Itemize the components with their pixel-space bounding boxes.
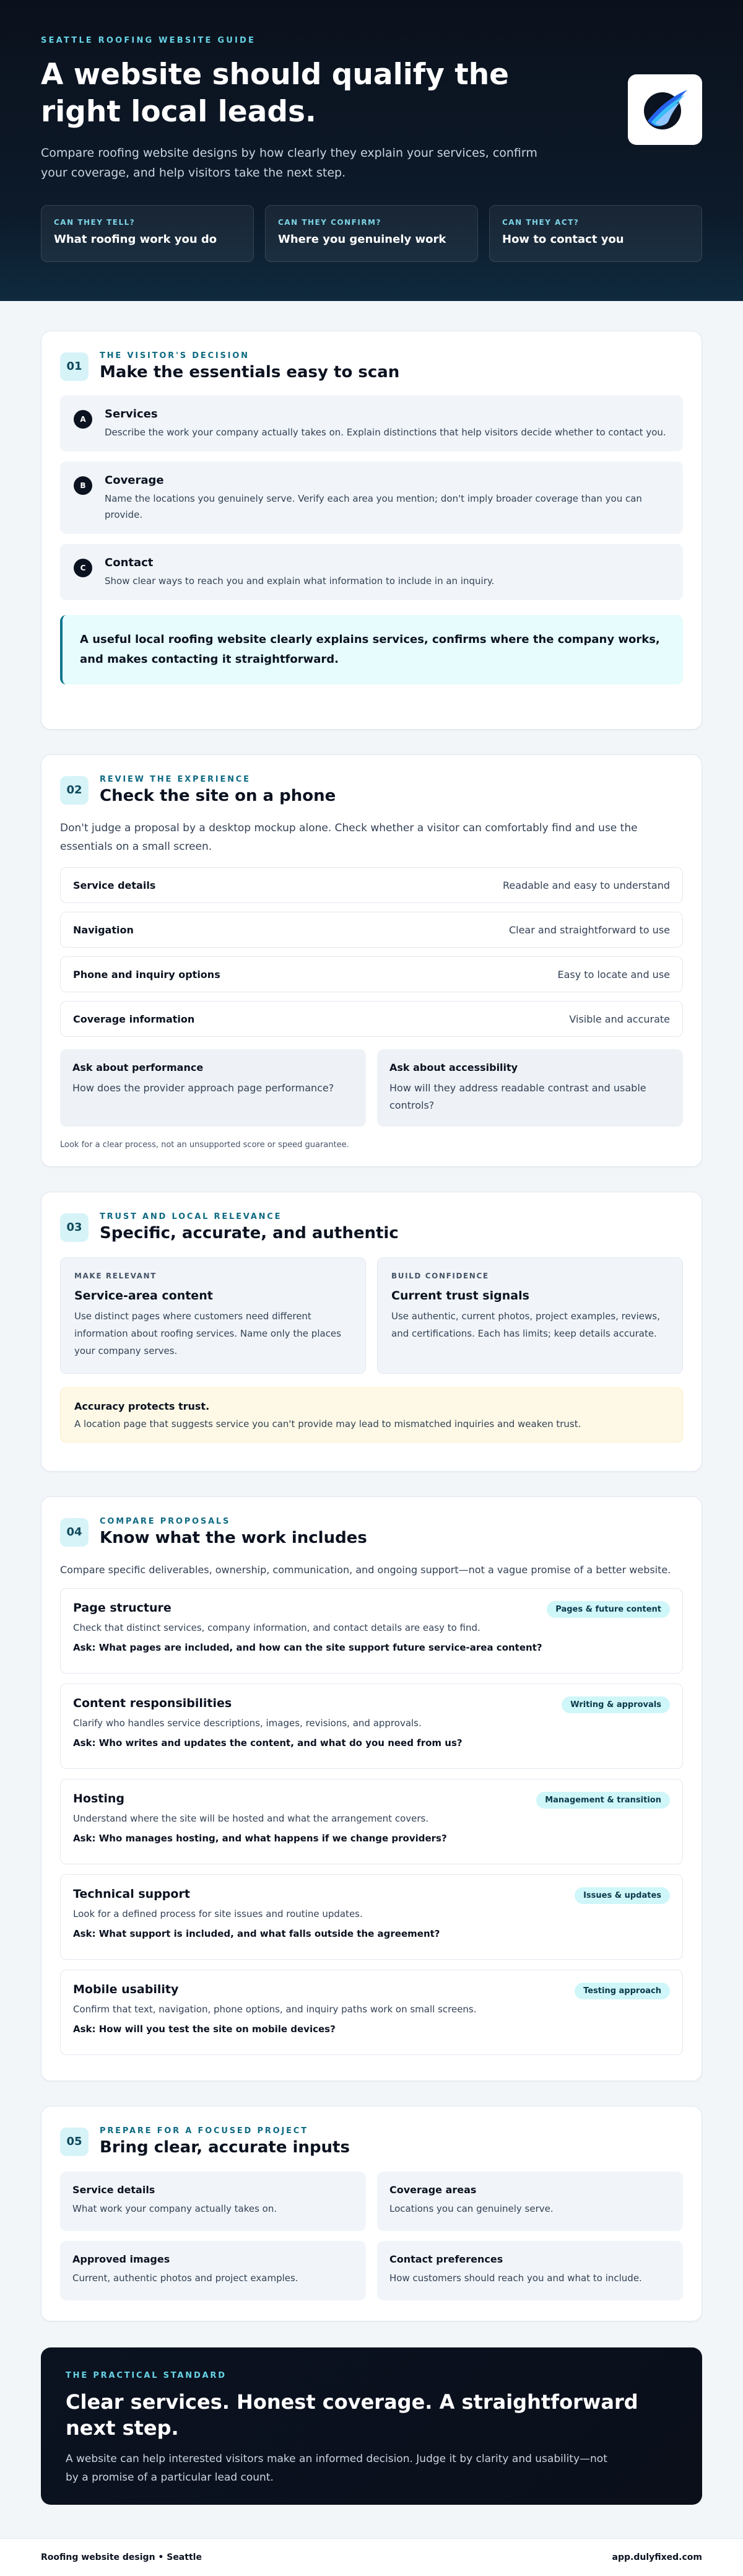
- hero-card: [489, 205, 702, 262]
- trust-card-key: BUILD CONFIDENCE: [391, 1272, 489, 1280]
- item-badge: B: [74, 476, 92, 495]
- section-inputs: [41, 2106, 702, 2321]
- key-takeaway-callout: A useful local roofing website clearly explains services, confirms where the company works, and makes contacting it straightforward.: [60, 615, 683, 684]
- hero-card-key: CAN THEY ACT?: [502, 218, 580, 227]
- hero-subtitle: Compare roofing website designs by how clearly they explain your services, confirm your coverage, and help visitors take the next step.: [41, 146, 537, 180]
- row-value: Visible and accurate: [569, 1013, 670, 1025]
- trust-cards: [60, 1257, 683, 1374]
- input-card-title: Approved images: [72, 2253, 170, 2265]
- proposal-question: Ask: What support is included, and what falls outside the agreement?: [73, 1928, 440, 1939]
- hero-card-key: CAN THEY TELL?: [54, 218, 136, 227]
- proposal-card: [60, 1683, 683, 1769]
- table-row: [60, 1001, 683, 1037]
- list-item: [60, 544, 683, 600]
- hero-card: [265, 205, 478, 262]
- section-heading: [100, 1517, 367, 1547]
- banner-description: A website can help interested visitors make an informed decision. Judge it by clarity and usability—not by a promise of a particular lead count.: [66, 2453, 607, 2484]
- section-title: Bring clear, accurate inputs: [100, 2138, 350, 2157]
- section-essentials: [41, 331, 702, 730]
- proposal-title: Content responsibilities: [73, 1696, 232, 1710]
- proposal-question: Ask: Who manages hosting, and what happens if we change providers?: [73, 1833, 447, 1844]
- hero-card-value: What roofing work you do: [54, 233, 217, 246]
- row-label: Phone and inquiry options: [73, 968, 220, 980]
- practical-standard-banner: [41, 2347, 702, 2505]
- row-label: Coverage information: [73, 1013, 195, 1025]
- input-card-description: How customers should reach you and what to include.: [389, 2273, 642, 2284]
- section-title: Make the essentials easy to scan: [100, 363, 400, 382]
- footer: [0, 2538, 743, 2576]
- section-trust: [41, 1192, 702, 1472]
- input-card-title: Contact preferences: [389, 2253, 503, 2265]
- input-card-title: Service details: [72, 2184, 155, 2196]
- trust-card-title: Service-area content: [74, 1289, 213, 1303]
- table-row: [60, 867, 683, 903]
- item-title: Services: [105, 408, 158, 421]
- proposal-title: Technical support: [73, 1887, 190, 1901]
- proposal-description: Check that distinct services, company information, and contact details are easy to find.: [73, 1622, 480, 1633]
- hero-card-key: CAN THEY CONFIRM?: [278, 218, 381, 227]
- hero-title: A website should qualify the right local leads.: [41, 58, 510, 129]
- item-badge: A: [74, 410, 92, 429]
- trust-card: [60, 1257, 366, 1374]
- blue-swoosh-logo-icon: [639, 84, 691, 136]
- trust-card-key: MAKE RELEVANT: [74, 1272, 157, 1280]
- proposal-title: Hosting: [73, 1792, 124, 1805]
- trust-card-title: Current trust signals: [391, 1289, 529, 1303]
- section-number: 01: [60, 352, 89, 381]
- input-card-title: Coverage areas: [389, 2184, 477, 2196]
- section-eyebrow: REVIEW THE EXPERIENCE: [100, 775, 251, 784]
- proposal-card: [60, 1874, 683, 1960]
- section-number: 04: [60, 1518, 89, 1547]
- hero-card-value: How to contact you: [502, 233, 624, 246]
- item-description: Describe the work your company actually takes on. Explain distinctions that help visitors decide whether to contact you.: [105, 427, 666, 438]
- ask-card-title: Ask about performance: [72, 1062, 204, 1073]
- proposal-title: Page structure: [73, 1601, 172, 1615]
- trust-card-description: Use distinct pages where customers need different information about roofing services. Name only the places your company serves.: [74, 1311, 341, 1356]
- proposal-card: [60, 1779, 683, 1864]
- proposal-question: Ask: What pages are included, and how can the site support future service-area content?: [73, 1642, 542, 1653]
- hero-cards: [41, 205, 702, 262]
- proposal-card: [60, 1588, 683, 1674]
- section-footnote: Look for a clear process, not an unsupported score or speed guarantee.: [60, 1140, 349, 1150]
- item-badge: C: [74, 559, 92, 577]
- ask-card-title: Ask about accessibility: [389, 1062, 518, 1073]
- section-number: 03: [60, 1213, 89, 1242]
- proposal-description: Clarify who handles service descriptions, images, revisions, and approvals.: [73, 1718, 422, 1729]
- section-lead: Don't judge a proposal by a desktop mockup alone. Check whether a visitor can comfortably find and use the essentials on a small screen.: [60, 822, 638, 853]
- list-item: [60, 395, 683, 452]
- ask-card-description: How does the provider approach page performance?: [72, 1082, 334, 1094]
- footer-label: Roofing website design • Seattle: [41, 2552, 202, 2562]
- banner-eyebrow: THE PRACTICAL STANDARD: [66, 2371, 227, 2380]
- warning-callout: [60, 1387, 683, 1443]
- section-header: [60, 2126, 683, 2157]
- section-header: [60, 1517, 683, 1547]
- section-eyebrow: THE VISITOR'S DECISION: [100, 351, 250, 360]
- trust-card: [377, 1257, 683, 1374]
- proposal-tag: Writing & approvals: [562, 1696, 670, 1713]
- section-header: [60, 1212, 683, 1242]
- section-eyebrow: COMPARE PROPOSALS: [100, 1517, 231, 1526]
- row-label: Navigation: [73, 923, 134, 936]
- proposal-description: Confirm that text, navigation, phone options, and inquiry paths work on small screens.: [73, 2004, 477, 2015]
- callout-description: A location page that suggests service you can't provide may lead to mismatched inquiries and weaken trust.: [74, 1418, 581, 1430]
- section-heading: [100, 1212, 399, 1242]
- hero: [0, 0, 743, 301]
- section-header: [60, 351, 683, 382]
- ask-card: [60, 1049, 366, 1127]
- ask-card: [377, 1049, 683, 1127]
- proposal-tag: Management & transition: [536, 1792, 670, 1809]
- proposal-tag: Pages & future content: [547, 1601, 670, 1618]
- input-card-description: Current, authentic photos and project examples.: [72, 2273, 298, 2284]
- section-number: 02: [60, 776, 89, 805]
- proposal-question: Ask: How will you test the site on mobile devices?: [73, 2024, 336, 2035]
- proposal-description: Understand where the site will be hosted and what the arrangement covers.: [73, 1813, 429, 1824]
- input-grid: [60, 2172, 683, 2300]
- input-card: [60, 2172, 366, 2231]
- input-card-description: Locations you can genuinely serve.: [389, 2203, 554, 2214]
- section-proposals: [41, 1496, 702, 2081]
- trust-card-description: Use authentic, current photos, project examples, reviews, and certifications. Each has limits; keep details accurate.: [391, 1311, 660, 1339]
- section-eyebrow: TRUST AND LOCAL RELEVANCE: [100, 1212, 282, 1221]
- banner-title: Clear services. Honest coverage. A straightforward next step.: [66, 2390, 638, 2440]
- ask-card-description: How will they address readable contrast and usable controls?: [389, 1082, 646, 1111]
- proposal-tag: Issues & updates: [575, 1887, 670, 1904]
- input-card: [60, 2241, 366, 2300]
- footer-site-link[interactable]: app.dulyfixed.com: [612, 2552, 702, 2562]
- table-row: [60, 956, 683, 992]
- section-phone-check: [41, 754, 702, 1167]
- section-eyebrow: PREPARE FOR A FOCUSED PROJECT: [100, 2126, 308, 2136]
- row-value: Readable and easy to understand: [503, 879, 670, 891]
- section-heading: [100, 351, 399, 382]
- input-card: [377, 2241, 683, 2300]
- hero-card-value: Where you genuinely work: [278, 233, 446, 246]
- section-lead: Compare specific deliverables, ownership, communication, and ongoing support—not a vague promise of a better website.: [60, 1564, 671, 1576]
- item-title: Contact: [105, 556, 154, 569]
- proposal-description: Look for a defined process for site issues and routine updates.: [73, 1908, 363, 1919]
- proposal-title: Mobile usability: [73, 1983, 179, 1996]
- item-title: Coverage: [105, 474, 164, 487]
- hero-card: [41, 205, 254, 262]
- proposal-question: Ask: Who writes and updates the content, and what do you need from us?: [73, 1737, 463, 1749]
- section-title: Specific, accurate, and authentic: [100, 1224, 399, 1242]
- section-number: 05: [60, 2128, 89, 2156]
- input-card: [377, 2172, 683, 2231]
- section-title: Know what the work includes: [100, 1529, 367, 1547]
- table-row: [60, 912, 683, 948]
- ask-cards: [60, 1049, 683, 1127]
- section-header: [60, 775, 683, 805]
- row-label: Service details: [73, 879, 156, 891]
- section-heading: [100, 775, 336, 805]
- row-value: Easy to locate and use: [557, 968, 670, 980]
- proposal-tag: Testing approach: [575, 1983, 670, 1999]
- proposal-card: [60, 1970, 683, 2055]
- list-item: [60, 461, 683, 534]
- callout-title: Accuracy protects trust.: [74, 1400, 210, 1412]
- section-heading: [100, 2126, 350, 2157]
- input-card-description: What work your company actually takes on.: [72, 2203, 277, 2214]
- hero-eyebrow: SEATTLE ROOFING WEBSITE GUIDE: [41, 36, 256, 45]
- row-value: Clear and straightforward to use: [508, 923, 670, 936]
- item-description: Name the locations you genuinely serve. Verify each area you mention; don't imply broader coverage than you can provide.: [105, 493, 642, 520]
- section-title: Check the site on a phone: [100, 787, 336, 805]
- brand-logo: [628, 74, 702, 145]
- item-description: Show clear ways to reach you and explain what information to include in an inquiry.: [105, 575, 495, 587]
